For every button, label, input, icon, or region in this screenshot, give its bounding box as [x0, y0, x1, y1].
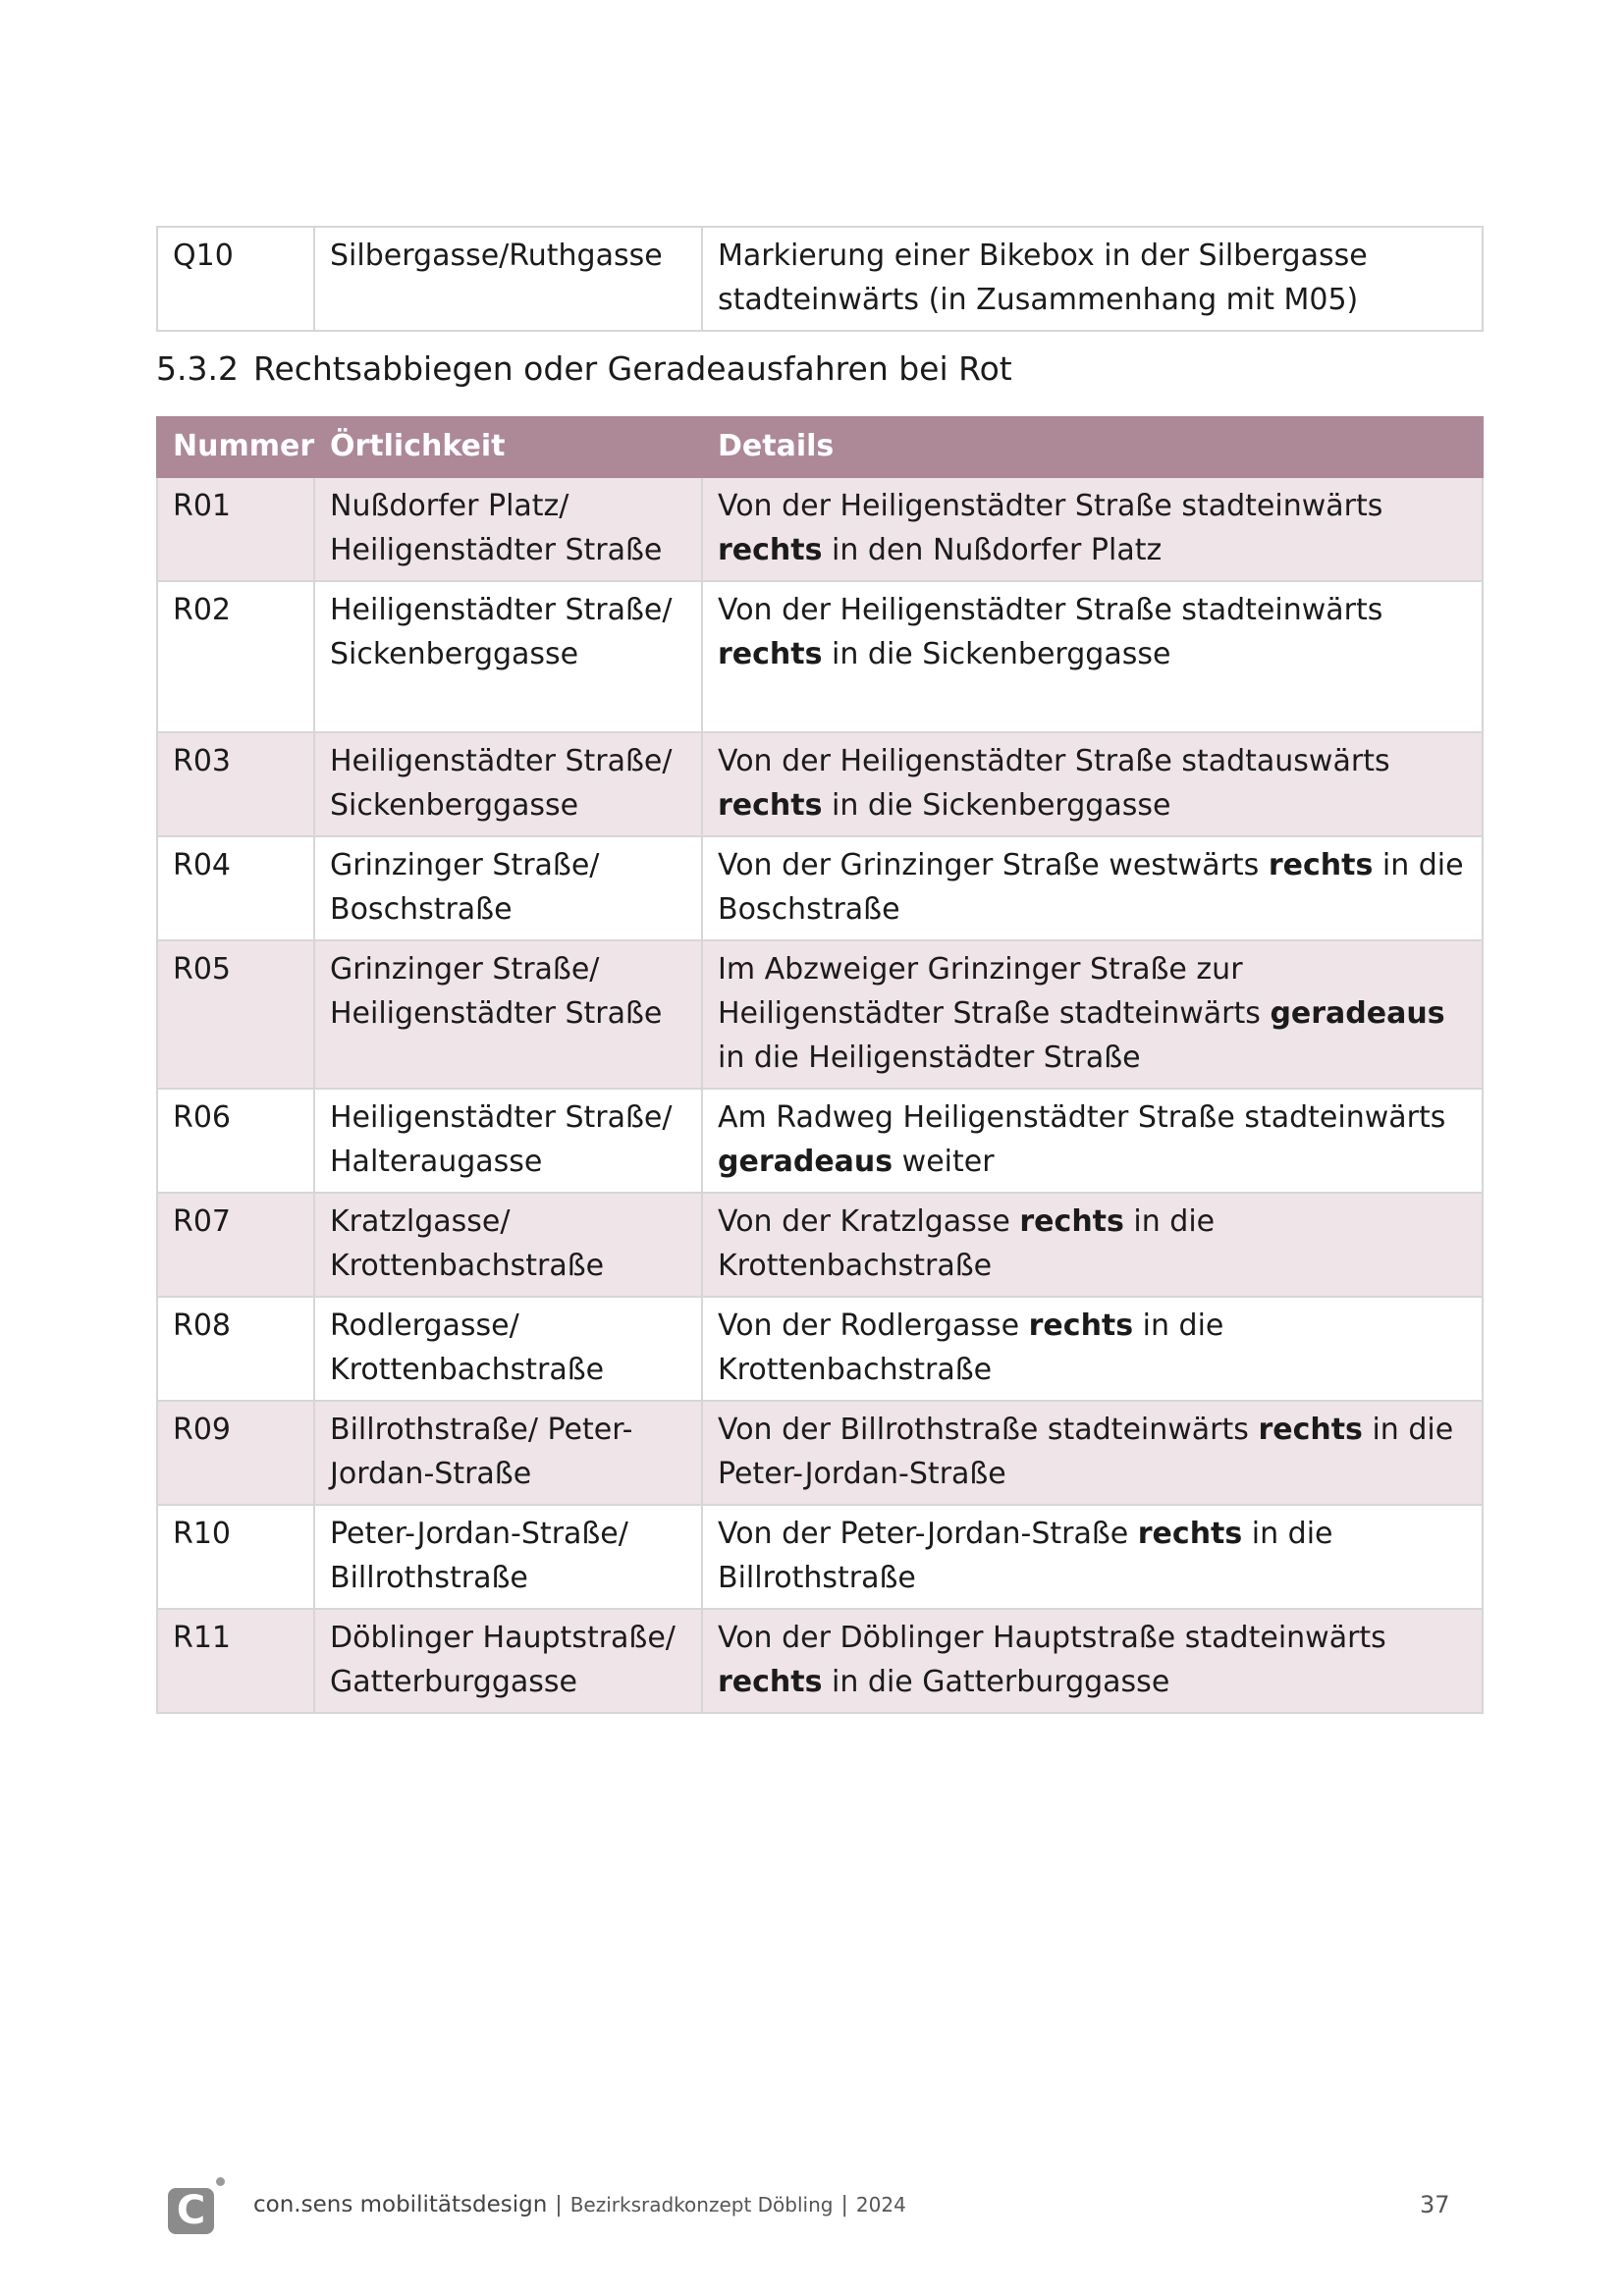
table-row — [157, 1089, 1483, 1193]
table-row — [157, 940, 1483, 1089]
row-details: Von der Kratzlgasse rechts in die Krottenbachstraße — [702, 1193, 1483, 1297]
row-number: R06 — [157, 1089, 314, 1193]
table-header-row — [157, 417, 1483, 477]
footer-company: con.sens mobilitätsdesign — [253, 2192, 548, 2217]
table-row — [157, 1297, 1483, 1401]
table-row — [157, 1401, 1483, 1505]
row-location: Heiligenstädter Straße/ Sickenberggasse — [314, 581, 702, 732]
emphasis: rechts — [718, 788, 823, 823]
red-light-table — [156, 416, 1484, 1714]
row-location: Peter-Jordan-Straße/ Billrothstraße — [314, 1505, 702, 1609]
row-details: Markierung einer Bikebox in der Silbergasse stadteinwärts (in Zusammenhang mit M05) — [702, 227, 1483, 331]
table-row — [157, 732, 1483, 836]
row-number: R04 — [157, 836, 314, 940]
row-location: Grinzinger Straße/ Heiligenstädter Straße — [314, 940, 702, 1089]
row-details: Im Abzweiger Grinzinger Straße zur Heiligenstädter Straße stadteinwärts geradeaus in die Heiligenstädter Straße — [702, 940, 1483, 1089]
footer-separator: | — [555, 2193, 563, 2217]
continued-table — [156, 226, 1484, 332]
emphasis: rechts — [718, 637, 823, 671]
section-title: Rechtsabbiegen oder Geradeausfahren bei Rot — [253, 349, 1012, 388]
emphasis: rechts — [1019, 1204, 1124, 1239]
page-number: 37 — [1420, 2191, 1450, 2218]
footer-text — [253, 2192, 906, 2217]
row-details: Am Radweg Heiligenstädter Straße stadteinwärts geradeaus weiter — [702, 1089, 1483, 1193]
emphasis: rechts — [1258, 1413, 1363, 1447]
row-number: R10 — [157, 1505, 314, 1609]
row-details: Von der Heiligenstädter Straße stadteinwärts rechts in den Nußdorfer Platz — [702, 477, 1483, 581]
row-location: Rodlergasse/ Krottenbachstraße — [314, 1297, 702, 1401]
table-row — [157, 581, 1483, 732]
row-location: Döblinger Hauptstraße/ Gatterburggasse — [314, 1609, 702, 1713]
row-location: Billrothstraße/ Peter-Jordan-Straße — [314, 1401, 702, 1505]
row-number: R07 — [157, 1193, 314, 1297]
row-location: Kratzlgasse/ Krottenbachstraße — [314, 1193, 702, 1297]
logo-dot-icon — [216, 2177, 225, 2186]
section-heading — [156, 346, 1012, 393]
row-details: Von der Grinzinger Straße westwärts rechts in die Boschstraße — [702, 836, 1483, 940]
table-row — [157, 1505, 1483, 1609]
header-details: Details — [702, 417, 1483, 477]
footer-document: Bezirksradkonzept Döbling — [569, 2193, 834, 2216]
header-location: Örtlichkeit — [314, 417, 702, 477]
header-number: Nummer — [157, 417, 314, 477]
emphasis: geradeaus — [1270, 996, 1445, 1031]
company-logo-icon: C — [168, 2188, 214, 2234]
table-row — [157, 1193, 1483, 1297]
page-footer — [0, 2169, 1624, 2248]
row-location: Silbergasse/Ruthgasse — [314, 227, 702, 331]
table-row — [157, 1609, 1483, 1713]
row-number: Q10 — [157, 227, 314, 331]
footer-year: 2024 — [855, 2193, 906, 2216]
row-number: R03 — [157, 732, 314, 836]
row-number: R11 — [157, 1609, 314, 1713]
emphasis: rechts — [718, 533, 823, 567]
row-details: Von der Heiligenstädter Straße stadteinwärts rechts in die Sickenberggasse — [702, 581, 1483, 732]
row-details: Von der Billrothstraße stadteinwärts rechts in die Peter-Jordan-Straße — [702, 1401, 1483, 1505]
footer-separator: | — [840, 2193, 848, 2217]
row-details: Von der Peter-Jordan-Straße rechts in die Billrothstraße — [702, 1505, 1483, 1609]
row-location: Nußdorfer Platz/ Heiligenstädter Straße — [314, 477, 702, 581]
row-details: Von der Heiligenstädter Straße stadtauswärts rechts in die Sickenberggasse — [702, 732, 1483, 836]
row-location: Grinzinger Straße/ Boschstraße — [314, 836, 702, 940]
row-number: R05 — [157, 940, 314, 1089]
row-details: Von der Rodlergasse rechts in die Krottenbachstraße — [702, 1297, 1483, 1401]
row-number: R01 — [157, 477, 314, 581]
row-number: R09 — [157, 1401, 314, 1505]
section-number: 5.3.2 — [156, 349, 239, 388]
table-row — [157, 227, 1483, 331]
row-number: R08 — [157, 1297, 314, 1401]
emphasis: rechts — [1268, 848, 1374, 882]
emphasis: geradeaus — [718, 1145, 893, 1179]
emphasis: rechts — [1028, 1308, 1134, 1343]
row-location: Heiligenstädter Straße/ Halteraugasse — [314, 1089, 702, 1193]
emphasis: rechts — [1137, 1517, 1243, 1551]
table-row — [157, 836, 1483, 940]
row-number: R02 — [157, 581, 314, 732]
row-details: Von der Döblinger Hauptstraße stadteinwärts rechts in die Gatterburggasse — [702, 1609, 1483, 1713]
table-row — [157, 477, 1483, 581]
row-location: Heiligenstädter Straße/ Sickenberggasse — [314, 732, 702, 836]
emphasis: rechts — [718, 1665, 823, 1699]
